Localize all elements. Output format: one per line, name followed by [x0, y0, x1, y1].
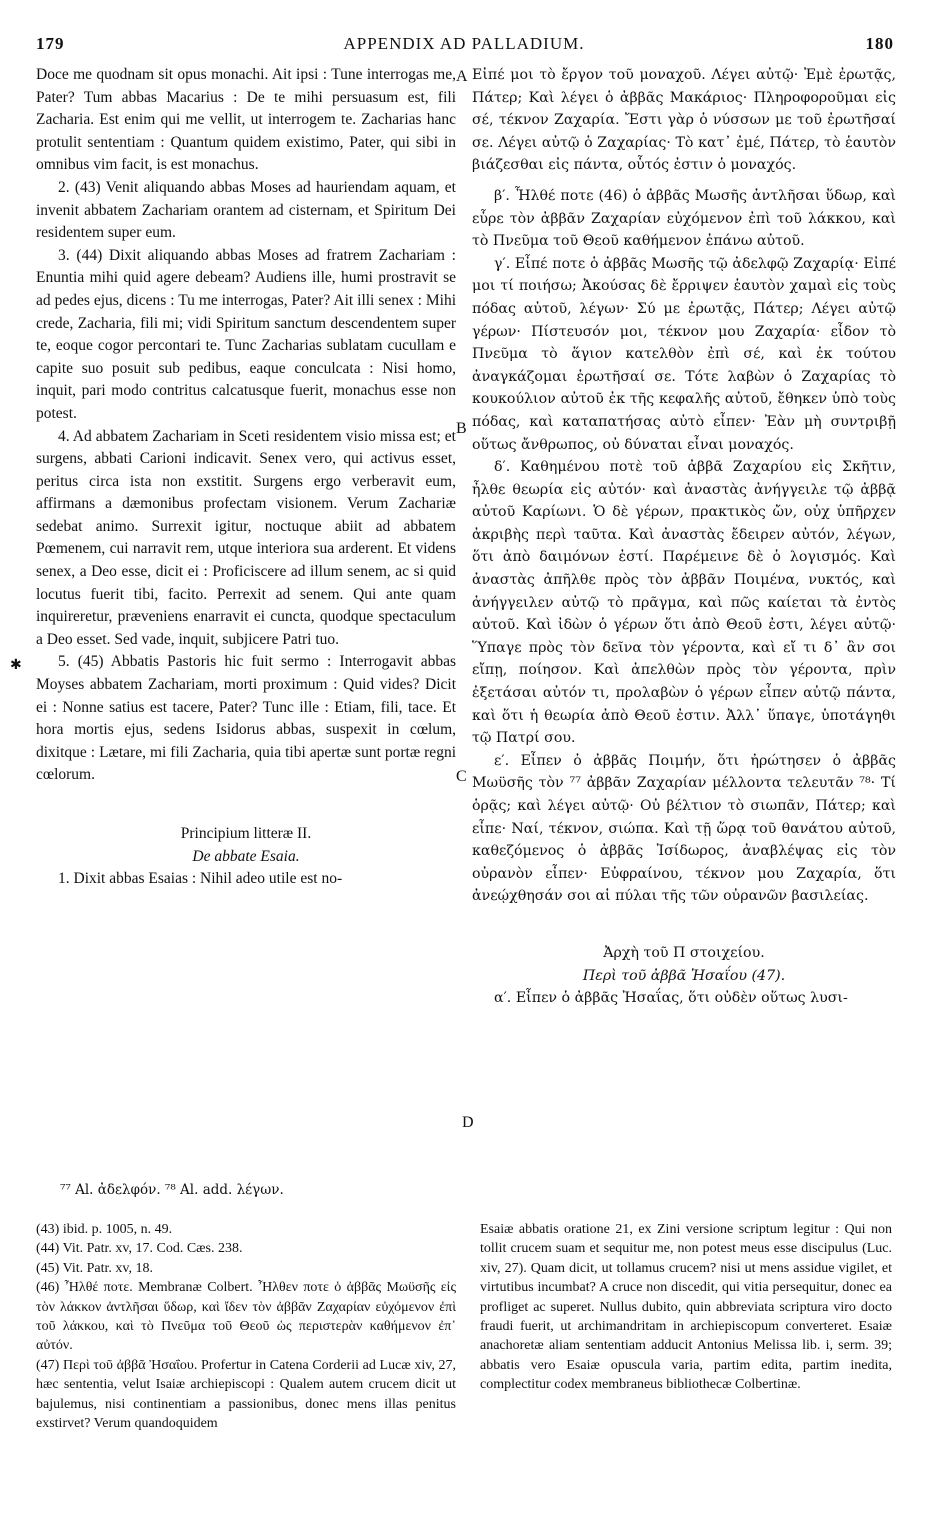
greek-paragraph-3: γ′. Εἶπέ ποτε ὁ ἀββᾶς Μωσῆς τῷ ἀδελφῷ Ζαχαρίᾳ· Εἰπέ μοι τί ποιήσω; Ἀκούσας δὲ ἔρριψεν ἑαυτὸν χαμαὶ εἰς τοὺς πόδας αὐτοῦ, λέγων· Σύ με ἐρωτᾷς, Πάτερ; Λέγει αὐτῷ γέρων· Πίστευσόν μοι, τέκνον μου Ζαχαρία· εἶδον τὸ Πνεῦμα τὸ ἅγιον κατελθὸν ἐπὶ σέ, καὶ ἐκ τούτου ἀναγκάζομαι ἐρωτῆσαί σε. Τότε λαβὼν ὁ Ζαχαρίας τὸ κουκούλιον αὐτοῦ ἐκ τῆς κεφαλῆς αὐτοῦ, ἔθηκεν ὑπὸ τοὺς πόδας, καὶ καταπατήσας αὐτὸ εἶπεν· Ἐὰν μὴ συντριβῇ οὕτως ἄνθρωπος, οὐ δύναται εἶναι μοναχός.: [472, 255, 896, 453]
footnote-46: (46) Ἦλθέ ποτε. Membranæ Colbert. Ἦλθεν ποτε ὁ ἀββᾶς Μωϋσῆς εἰς τὸν λάκκον ἀντλῆσαι ὕδωρ, καὶ ἴδεν τὸν ἀββᾶν Ζαχαρίαν εὐχόμενον ἐπὶ τοῦ λάκκου, καὶ τὸ Πνεῦμα τοῦ Θεοῦ ὡς περιστερὰν καθήμενον ἐπ᾽ αὐτόν.: [36, 1280, 456, 1354]
footnote-45: (45) Vit. Patr. xv, 18.: [36, 1260, 153, 1276]
footnotes-left: [36, 1220, 456, 1433]
page-header: [0, 34, 928, 58]
latin-section-heading: Principium litteræ II.: [180, 825, 312, 842]
greek-paragraph-6: α′. Εἶπεν ὁ ἀββᾶς Ἠσαΐας, ὅτι οὐδὲν οὕτως λυσι-: [494, 990, 848, 1007]
running-title: APPENDIX AD PALLADIUM.: [343, 34, 585, 53]
margin-letter-c: C: [456, 768, 467, 785]
latin-paragraph-3: 3. (44) Dixit aliquando abbas Moses ad fratrem Zachariam : Enuntia mihi quid agere debeam? Audiens ille, humi prostravit se ad pedes ejus, dicens : Tu me interrogas, Pater? Ait illi senex : Mihi crede, Zacharia, fili mi; vidi Spiritum sanctum descendentem super te, eoque cogor percontari te. Tunc Zacharias sublatam cucullam e capite suo posuit sub pedibus, eaque conculcata : Nisi homo, inquit, pari modo contritus calcatusque fuerit, monachus esse non potest.: [36, 246, 456, 422]
greek-paragraph-2: β′. Ἦλθέ ποτε (46) ὁ ἀββᾶς Μωσῆς ἀντλῆσαι ὕδωρ, καὶ εὗρε τὸν ἀββᾶν Ζαχαρίαν εὐχόμενον ἐπὶ τοῦ λάκκου, καὶ τὸ Πνεῦμα τοῦ Θεοῦ καθήμενον ἐπάνω αὐτοῦ.: [472, 187, 896, 250]
margin-asterisk-icon: ✱: [10, 657, 22, 673]
margin-letter-b: B: [456, 420, 467, 437]
footnote-47: (47) Περὶ τοῦ ἀββᾶ Ἠσαΐου. Profertur in Catena Corderii ad Lucæ xiv, 27, hæc sententia, velut Isaiæ archiepiscopi : Qualem autem crucem dicit ut bajulemus, nisi continentiam a passionibus, donec mens illas penitus exstirvet? Verum quandoquidem: [36, 1357, 456, 1432]
footnote-44: (44) Vit. Patr. xv, 17. Cod. Cæs. 238.: [36, 1241, 243, 1257]
footnote-47-continued: Esaiæ abbatis oratione 21, ex Zini versione scriptum legitur : Qui non tollit crucem suam et sequitur me, non potest meus esse discipulus (Luc. xiv, 27). Quam dicit, ut tollamus crucem? nisi ut mens assidue vigilet, et virtutibus incumbat? A cruce non discedit, qui vitia persequitur, donec ea profliget ac superet. Nullus dubito, quin abbreviata scriptura viro docto fraudi fuerit, ut archimandritam in archiepiscopum converteret. Esaiæ anachoretæ aliam sententiam adducit Antonius Melissa lib. i, serm. 39; abbatis vero Esaiæ opuscula varia, partim edita, partim inedita, complectitur codex membraneus bibliothecæ Colbertinæ.: [480, 1222, 892, 1393]
latin-paragraph-2: 2. (43) Venit aliquando abbas Moses ad hauriendam aquam, et invenit abbatem Zachariam orantem ad cisternam, et Spiritum Dei residentem super eum.: [36, 178, 456, 242]
margin-letter-d: D: [462, 1114, 474, 1131]
greek-paragraph-5: ε′. Εἶπεν ὁ ἀββᾶς Ποιμήν, ὅτι ἠρώτησεν ὁ ἀββᾶς Μωϋσῆς τὸν ⁷⁷ ἀββᾶν Ζαχαρίαν μέλλοντα τελευτᾶν ⁷⁸· Τί ὁρᾷς; καὶ λέγει αὐτῷ· Οὐ βέλτιον τὸ σιωπᾶν, Πάτερ; καὶ εἶπε· Ναί, τέκνον, σιώπα. Καὶ τῇ ὥρᾳ τοῦ θανάτου αὐτοῦ, καθεζόμενος ὁ ἀββᾶς Ἰσίδωρος, ἀναβλέψας εἰς τὸν οὐρανὸν εἶπεν· Εὐφραίνου, τέκνον μου Ζαχαρία, ὅτι ἀνεῴχθησάν σοι αἱ πύλαι τῆς τῶν οὐρανῶν βασιλείας.: [472, 752, 896, 905]
footnotes-right: [480, 1220, 892, 1395]
greek-column: [472, 64, 896, 1164]
footnote-43: (43) ibid. p. 1005, n. 49.: [36, 1222, 173, 1237]
page-number-right: 180: [865, 34, 894, 53]
greek-paragraph-4: δ′. Καθημένου ποτὲ τοῦ ἀββᾶ Ζαχαρίου εἰς Σκῆτιν, ἦλθε θεωρία εἰς αὐτόν· καὶ ἀναστὰς ἀνήγγειλε τῷ ἀββᾷ αὐτοῦ Καρίωνι. Ὁ δὲ γέρων, πρακτικὸς ὤν, οὐχ ὑπῆρχεν ἀκριβὴς περὶ ταῦτα. Καὶ ἀναστὰς ἔδειρεν αὐτόν, λέγων, ὅτι ἀπὸ δαιμόνων ἐστί. Παρέμεινε δὲ ὁ λογισμός. Καὶ ἀναστὰς ἀπῆλθε πρὸς τὸν ἀββᾶν Ποιμένα, νυκτός, καὶ ἀνήγγειλεν αὐτῷ τὸ πρᾶγμα, καὶ πῶς καίεται τὰ ἐντὸς αὐτοῦ. Καὶ ἰδὼν ὁ γέρων ὅτι ἀπὸ Θεοῦ ἐστι, λέγει αὐτῷ· Ὕπαγε πρὸς τὸν δεῖνα τὸν γέροντα, καὶ εἴ τι δ᾽ ἂν σοι εἴπῃ, ποίησον. Καὶ ἀπελθὼν πρὸς τὸν γέροντα, πρὶν ἐξετάσαι αὐτόν τι, προλαβὼν ὁ γέρων εἶπεν αὐτῷ πάντα, καὶ ὅτι ἡ θεωρία ἀπὸ Θεοῦ ἐστιν. Ἀλλ᾽ ὕπαγε, ὑποτάγηθι τῷ Πατρί σου.: [472, 459, 896, 747]
latin-section-subheading: De abbate Esaia.: [192, 847, 300, 865]
greek-paragraph-1: Εἰπέ μοι τὸ ἔργον τοῦ μοναχοῦ. Λέγει αὐτῷ· Ἐμὲ ἐρωτᾷς, Πάτερ; Καὶ λέγει ὁ ἀββᾶς Μακάριος· Πληροφοροῦμαι εἰς σέ, τέκνον Ζαχαρία. Ἔστι γὰρ ὁ νύσσων με τοῦ ἐρωτῆσαί σε. Λέγει αὐτῷ ὁ Ζαχαρίας· Τὸ κατ᾽ ἐμέ, Πάτερ, τὸ ἑαυτὸν βιάζεσθαι εἰς πάντα, οὗτός ἐστιν ὁ μοναχός.: [472, 67, 896, 174]
margin-letter-a: A: [456, 68, 468, 85]
greek-section-subheading: Περὶ τοῦ ἀββᾶ Ἠσαΐου (47).: [582, 967, 786, 984]
latin-paragraph-6: 1. Dixit abbas Esaias : Nihil adeo utile est no-: [58, 870, 343, 888]
greek-section-heading: Ἀρχὴ τοῦ Π στοιχείου.: [603, 944, 765, 961]
latin-paragraph-5: 5. (45) Abbatis Pastoris hic fuit sermo : Interrogavit abbas Moyses abbatem Zachariam, morti proximum : Quid vides? Dicit ei : Nonne satius est tacere, Pater? Tunc ille : Etiam, fili, tace. Et hora mortis ejus, sedens Isidorus abbas, suspexit in cœlum, dixitque : Lætare, mi fili Zacharia, quia tibi apertæ sunt portæ regni cœlorum.: [36, 653, 456, 784]
critical-apparatus: ⁷⁷ Al. ἀδελφόν. ⁷⁸ Al. add. λέγων.: [60, 1182, 284, 1198]
latin-paragraph-1: Doce me quodnam sit opus monachi. Ait ipsi : Tune interrogas me, Pater? Tum abbas Macarius : De te mihi persuasum est, fili Zacharia. Est enim qui me vellit, ut interrogem te. Zacharias hanc protulit sententiam : Quantum quidem existimo, Pater, qui sibi in omnibus vim facit, is est monachus.: [36, 66, 456, 174]
latin-paragraph-4: 4. Ad abbatem Zachariam in Sceti residentem visio missa est; et surgens, abbati Carioni indicavit. Senex vero, qui activus esset, peritus circa ista non exstitit. Surgens ergo verberavit eum, affirmans a dæmonibus profectam visionem. Verum Zachariæ sedebat animo. Surrexit igitur, noctuque abiit ad abbatem Pœmenem, cui narravit rem, utque interiora sua arderent. Et videns senex, a Deo esse, dicit ei : Proficiscere ad illum senem, ac si quid locutus fuerit tibi, facito. Perrexit ad senem. Qui ante quam inquireretur, præveniens enarravit ei cuncta, quodque spectaculum a Deo esset. Sed vade, inquit, subjicere Patri tuo.: [36, 427, 456, 648]
latin-column: [36, 64, 456, 1164]
page-number-left: 179: [36, 34, 65, 53]
